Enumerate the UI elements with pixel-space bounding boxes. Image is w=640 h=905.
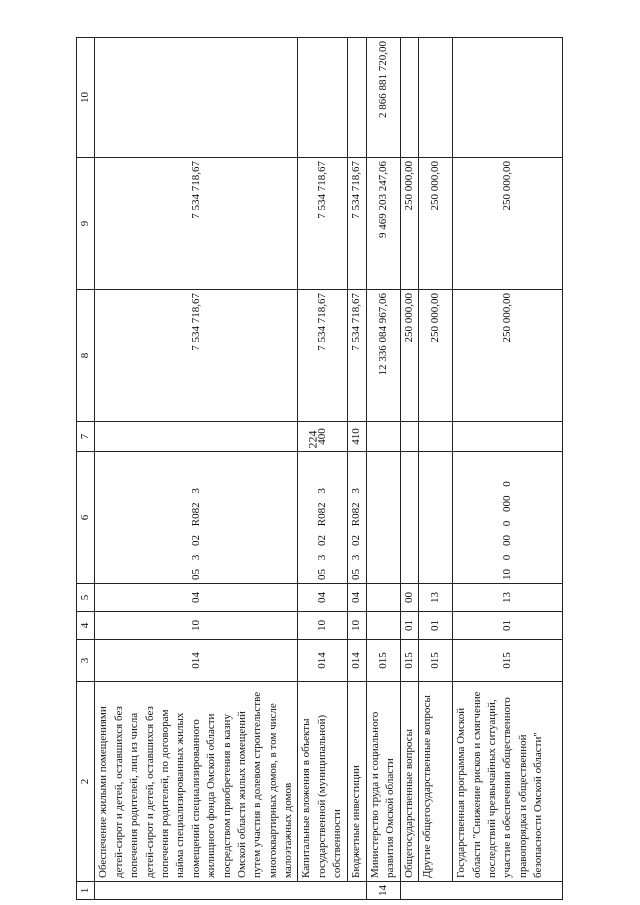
cell-c7: 400 [298,422,348,452]
cell-c4: 10 [348,612,366,640]
cell-c7 [366,422,400,452]
table-row [95,38,298,900]
cell-c7 [400,422,418,452]
row-number [348,882,366,900]
cell-c10 [95,38,298,158]
cell-c4 [366,612,400,640]
row-number: 14 [366,882,400,900]
row-number [419,882,453,900]
cell-c6 [366,452,400,584]
row-number [298,882,348,900]
cell-c8: 250 000,00 [400,290,418,422]
cell-c10 [453,38,563,158]
row-name: Бюджетные инвестиции [348,682,366,882]
cell-c3: 015 [453,640,563,682]
row-number [453,882,563,900]
cell-c5: 04 [298,584,348,612]
row-name: Обеспечение жилыми помещениями детей-сирот и детей, оставшихся без попечения родителей, лиц из числа детей-сирот и детей, оставшихся без попечения родителей, по договорам найма специализированных жилых помещений специализированного жилищного фонда Омской области посредством приобретения в казну Омской области жилых помещений путем участия в долевом строительстве многоквартирных домов, в том числе малоэтажных домов [95,682,298,882]
cell-c5 [366,584,400,612]
cell-c5: 00 [400,584,418,612]
table-row [453,38,563,900]
row-number [95,882,298,900]
col-header-5: 5 [77,584,95,612]
table-row [419,38,453,900]
row-name: Общегосударственные вопросы [400,682,418,882]
cell-c10: 2 866 881 720,00 [366,38,400,158]
col-header-1: 1 [77,882,95,900]
cell-c5: 04 [95,584,298,612]
row-name: Государственная программа Омской области "Снижение рисков и смягчение последствий чрезвычайных ситуаций, участие в обеспечении общественного правопорядка и общественной безопасности Омской области" [453,682,563,882]
row-name: Капитальные вложения в объекты государственной (муниципальной) собственности [298,682,348,882]
row-name: Другие общегосударственные вопросы [419,682,453,882]
cell-c3: 015 [366,640,400,682]
cell-c9: 9 469 203 247,06 [366,158,400,290]
cell-c8: 12 336 084 967,06 [366,290,400,422]
cell-c10 [400,38,418,158]
cell-c9: 250 000,00 [453,158,563,290]
column-header-row [77,38,95,900]
cell-c9: 7 534 718,67 [298,158,348,290]
table-row [348,38,366,900]
cell-c3: 015 [419,640,453,682]
budget-table [76,37,563,900]
cell-c9: 250 000,00 [419,158,453,290]
cell-c10 [348,38,366,158]
cell-c9: 7 534 718,67 [348,158,366,290]
col-header-10: 10 [77,38,95,158]
cell-c6: 05 3 02 R082 3 [298,452,348,584]
row-number [400,882,418,900]
page-number: 224 [305,430,320,449]
table-row [366,38,400,900]
cell-c10 [419,38,453,158]
col-header-8: 8 [77,290,95,422]
cell-c9: 250 000,00 [400,158,418,290]
col-header-4: 4 [77,612,95,640]
col-header-6: 6 [77,452,95,584]
cell-c3: 014 [95,640,298,682]
cell-c7 [95,422,298,452]
cell-c4: 01 [453,612,563,640]
cell-c6 [400,452,418,584]
cell-c9: 7 534 718,67 [95,158,298,290]
cell-c8: 7 534 718,67 [298,290,348,422]
row-name: Министерство труда и социального развития Омской области [366,682,400,882]
budget-table-rotated [76,38,554,900]
cell-c10 [298,38,348,158]
cell-c8: 250 000,00 [419,290,453,422]
cell-c5: 13 [453,584,563,612]
cell-c7: 410 [348,422,366,452]
cell-c4: 01 [400,612,418,640]
cell-c4: 10 [298,612,348,640]
cell-c6: 10 0 00 0 000 0 [453,452,563,584]
cell-c5: 04 [348,584,366,612]
cell-c7 [453,422,563,452]
cell-c4: 01 [419,612,453,640]
table-row [400,38,418,900]
cell-c6: 05 3 02 R082 3 [95,452,298,584]
cell-c5: 13 [419,584,453,612]
col-header-3: 3 [77,640,95,682]
cell-c8: 7 534 718,67 [348,290,366,422]
cell-c3: 015 [400,640,418,682]
cell-c6 [419,452,453,584]
cell-c8: 7 534 718,67 [95,290,298,422]
cell-c8: 250 000,00 [453,290,563,422]
col-header-2: 2 [77,682,95,882]
cell-c4: 10 [95,612,298,640]
cell-c3: 014 [298,640,348,682]
col-header-7: 7 [77,422,95,452]
col-header-9: 9 [77,158,95,290]
cell-c7 [419,422,453,452]
cell-c6: 05 3 02 R082 3 [348,452,366,584]
table-row [298,38,348,900]
cell-c3: 014 [348,640,366,682]
